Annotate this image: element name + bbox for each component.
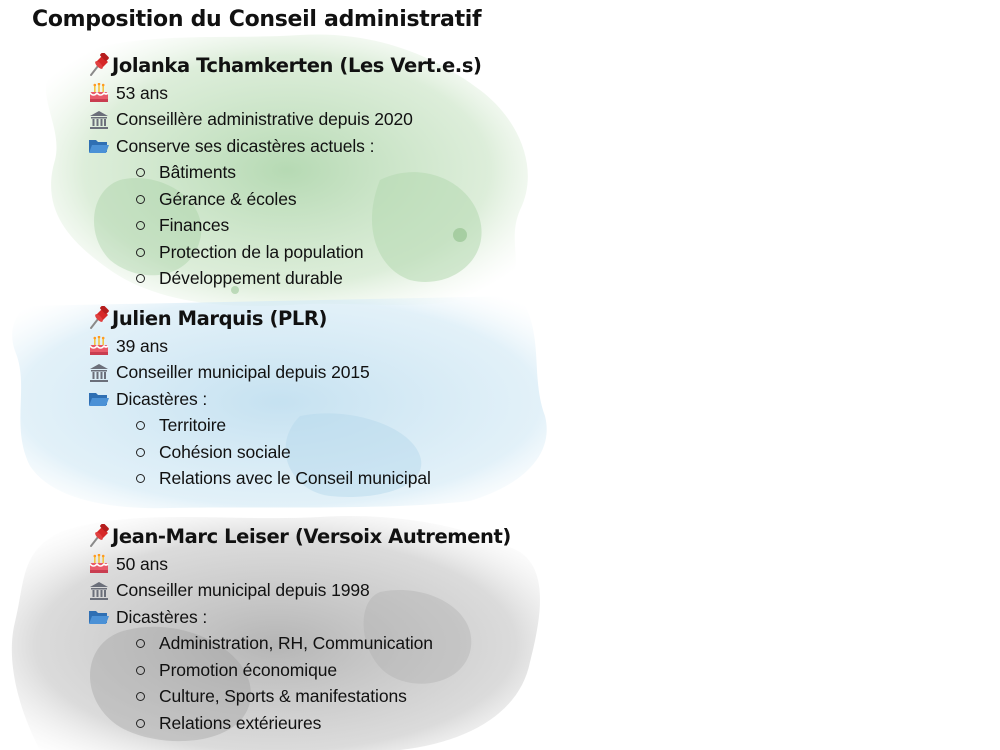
member-card-3 — [88, 521, 511, 737]
open-folder-icon — [88, 136, 110, 156]
dicasteres-list — [88, 413, 431, 493]
bullet-icon — [136, 248, 145, 257]
classical-building-icon — [88, 363, 110, 383]
member-card-2 — [88, 303, 431, 492]
dicastere-label: Relations avec le Conseil municipal — [159, 468, 431, 489]
list-item — [136, 239, 482, 266]
member-age: 53 ans — [116, 82, 168, 103]
dicastere-label: Culture, Sports & manifestations — [159, 686, 407, 707]
member-name: Jean-Marc Leiser (Versoix Autrement) — [112, 524, 511, 548]
member-name: Julien Marquis (PLR) — [112, 306, 328, 330]
member-role: Conseiller municipal depuis 2015 — [116, 362, 370, 383]
classical-building-icon — [88, 581, 110, 601]
list-item — [136, 413, 431, 440]
birthday-cake-icon — [88, 554, 110, 574]
open-folder-icon — [88, 607, 110, 627]
dicasteres-heading: Conserve ses dicastères actuels : — [116, 135, 375, 156]
dicastere-label: Promotion économique — [159, 659, 337, 680]
dicasteres-list — [88, 631, 511, 737]
list-item — [136, 631, 511, 658]
birthday-cake-icon — [88, 336, 110, 356]
list-item — [136, 684, 511, 711]
dicasteres-heading: Dicastères : — [116, 388, 208, 409]
member-role-row — [88, 107, 482, 134]
bullet-icon — [136, 274, 145, 283]
dicasteres-heading: Dicastères : — [116, 606, 208, 627]
pushpin-icon — [88, 53, 110, 77]
bullet-icon — [136, 666, 145, 675]
list-item — [136, 186, 482, 213]
dicastere-label: Bâtiments — [159, 162, 236, 183]
pushpin-icon — [88, 524, 110, 548]
list-item — [136, 657, 511, 684]
list-item — [136, 160, 482, 187]
bullet-icon — [136, 221, 145, 230]
birthday-cake-icon — [88, 83, 110, 103]
member-role: Conseillère administrative depuis 2020 — [116, 109, 413, 130]
bullet-icon — [136, 448, 145, 457]
list-item — [136, 213, 482, 240]
bullet-icon — [136, 474, 145, 483]
dicastere-label: Territoire — [159, 415, 227, 436]
member-role-row — [88, 578, 511, 605]
dicasteres-list — [88, 160, 482, 293]
member-name: Jolanka Tchamkerten (Les Vert.e.s) — [112, 53, 482, 77]
bullet-icon — [136, 639, 145, 648]
member-age-row — [88, 80, 482, 107]
dicastere-label: Relations extérieures — [159, 712, 322, 733]
list-item — [136, 710, 511, 737]
page-title: Composition du Conseil administratif — [32, 7, 482, 32]
classical-building-icon — [88, 110, 110, 130]
open-folder-icon — [88, 389, 110, 409]
dicastere-label: Finances — [159, 215, 230, 236]
list-item — [136, 439, 431, 466]
member-name-heading — [88, 521, 511, 551]
dicastere-label: Cohésion sociale — [159, 441, 291, 462]
member-role-row — [88, 360, 431, 387]
pushpin-icon — [88, 306, 110, 330]
dicastere-label: Gérance & écoles — [159, 188, 297, 209]
member-role: Conseiller municipal depuis 1998 — [116, 580, 370, 601]
bullet-icon — [136, 692, 145, 701]
bullet-icon — [136, 719, 145, 728]
member-age: 50 ans — [116, 553, 168, 574]
member-name-heading — [88, 303, 431, 333]
member-dicasteres-heading-row — [88, 604, 511, 631]
bullet-icon — [136, 168, 145, 177]
member-card-1 — [88, 50, 482, 292]
list-item — [136, 466, 431, 493]
dicastere-label: Développement durable — [159, 268, 343, 289]
bullet-icon — [136, 195, 145, 204]
member-age: 39 ans — [116, 335, 168, 356]
dicastere-label: Administration, RH, Communication — [159, 633, 433, 654]
dicastere-label: Protection de la population — [159, 241, 364, 262]
member-age-row — [88, 333, 431, 360]
member-dicasteres-heading-row — [88, 133, 482, 160]
list-item — [136, 266, 482, 293]
member-dicasteres-heading-row — [88, 386, 431, 413]
bullet-icon — [136, 421, 145, 430]
member-age-row — [88, 551, 511, 578]
member-name-heading — [88, 50, 482, 80]
